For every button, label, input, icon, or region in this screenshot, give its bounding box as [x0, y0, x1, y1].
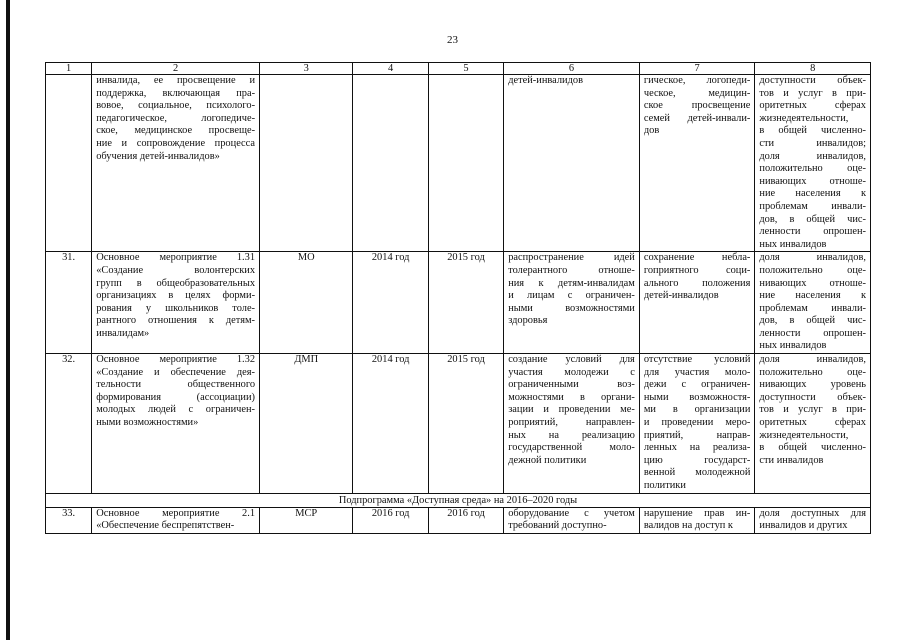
expected-result-line: участия молодежи с [508, 366, 635, 378]
column-header: 8 [755, 63, 871, 75]
indicator-link-line: дов, в общей чис- [759, 213, 866, 225]
indicator-link-line: в общей численно- [759, 442, 866, 454]
measure-name-line: инвалида, ее просвещение и [96, 75, 256, 86]
table-row [46, 354, 871, 494]
non-implementation-consequences-line: гическое, логопеди- [643, 75, 751, 86]
indicator-link [755, 252, 871, 354]
measure-name-line: «Обеспечение беспрепятствен- [96, 520, 235, 532]
indicator-link-line: нивающих отноше- [759, 175, 866, 187]
measure-name-line: инвалидам» [96, 327, 150, 339]
measure-name-line: поддержка, включающая пра- [96, 87, 256, 99]
row-number: 33. [46, 507, 92, 533]
indicator-link-line: оритетных сферах [759, 100, 866, 112]
end-year: 2015 год [428, 354, 503, 494]
non-implementation-consequences-line: детей-инвалидов [643, 290, 719, 302]
non-implementation-consequences-line: для участия моло- [643, 366, 751, 378]
indicator-link-line: дов, в общей чис- [759, 315, 866, 327]
start-year: 2014 год [353, 252, 428, 354]
expected-result [504, 252, 640, 354]
non-implementation-consequences-line: ми в организации [643, 404, 751, 416]
page-number: 23 [447, 34, 458, 46]
indicator-link-line: нивающих отноше- [759, 277, 866, 289]
indicator-link-line: в общей численно- [759, 125, 866, 137]
non-implementation-consequences-line: ческое, медицин- [643, 87, 751, 99]
column-header: 1 [46, 63, 92, 75]
indicator-link-line: доступности объек- [759, 391, 866, 403]
table-row [46, 252, 871, 354]
non-implementation-consequences-line: валидов на доступ к [643, 520, 733, 532]
indicator-link-line: положительно оце- [759, 163, 866, 175]
expected-result-line: роприятий, направлен- [508, 417, 635, 429]
non-implementation-consequences-line: и проведении меро- [643, 417, 751, 429]
column-header: 4 [353, 63, 428, 75]
expected-result-line: детей-инвалидов [508, 75, 583, 86]
indicator-link [755, 75, 871, 252]
measure-name-line: рантного отношения к детям- [96, 315, 256, 327]
executor: ДМП [260, 354, 353, 494]
indicator-link-line: проблемам инвали- [759, 200, 866, 212]
expected-result-line: ными возможностями [508, 302, 635, 314]
indicator-link-line: сти инвалидов; [759, 137, 866, 149]
indicator-link-line: нивающих уровень [759, 379, 866, 391]
table-row [46, 507, 871, 533]
measure-name-line: вовое, социальное, психолого- [96, 100, 256, 112]
end-year: 2015 год [428, 252, 503, 354]
non-implementation-consequences-line: нарушение прав ин- [643, 507, 751, 519]
indicator-link-line: тов и услуг в при- [759, 87, 866, 99]
non-implementation-consequences-line: политики [643, 480, 686, 491]
scan-edge [6, 0, 10, 640]
measure-name-line: ние и сопровождение процесса [96, 137, 256, 149]
row-number: 31. [46, 252, 92, 354]
end-year: 2016 год [428, 507, 503, 533]
end-year [428, 75, 503, 252]
expected-result [504, 75, 640, 252]
indicator-link-line: ние населения к [759, 290, 866, 302]
subprogram-title: Подпрограмма «Доступная среда» на 2016–2020 годы [46, 493, 871, 507]
start-year: 2014 год [353, 354, 428, 494]
measure-name-line: Основное мероприятие 1.32 [96, 354, 256, 366]
expected-result-line: требований доступно- [508, 520, 607, 532]
column-header: 3 [260, 63, 353, 75]
column-number-row [46, 63, 871, 75]
indicator-link-line: доступности объек- [759, 75, 866, 86]
measure-name-line: тельности общественного [96, 379, 256, 391]
measure-name-line: рования у школьников толе- [96, 302, 256, 314]
non-implementation-consequences [639, 354, 755, 494]
indicator-link-line: проблемам инвали- [759, 302, 866, 314]
expected-result-line: зации и проведении ме- [508, 404, 635, 416]
indicator-link-line: ленности опрошен- [759, 226, 866, 238]
measure-name-line: педагогическое, логопедиче- [96, 112, 256, 124]
indicator-link [755, 507, 871, 533]
expected-result [504, 354, 640, 494]
indicator-link-line: ние населения к [759, 188, 866, 200]
measure-name-line: молодых людей с ограничен- [96, 404, 256, 416]
non-implementation-consequences [639, 75, 755, 252]
non-implementation-consequences-line: венной молодежной [643, 467, 751, 479]
indicator-link-line: жизнедеятельности, [759, 112, 849, 124]
non-implementation-consequences-line: сохранение небла- [643, 252, 751, 264]
non-implementation-consequences-line: цию государст- [643, 454, 751, 466]
indicator-link-line: ных инвалидов [759, 238, 827, 250]
non-implementation-consequences-line: ленных на реализа- [643, 442, 751, 454]
measure-name [92, 252, 260, 354]
non-implementation-consequences-line: ального положения [643, 277, 751, 289]
measure-name [92, 75, 260, 252]
expected-result-line: толерантного отноше- [508, 264, 635, 276]
column-header: 2 [92, 63, 260, 75]
executor [260, 75, 353, 252]
measure-name-line: «Создание и обеспечение дея- [96, 366, 256, 378]
indicator-link-line: доля инвалидов, [759, 252, 866, 264]
expected-result-line: дежной политики [508, 454, 587, 466]
start-year: 2016 год [353, 507, 428, 533]
expected-result-line: создание условий для [508, 354, 635, 366]
column-header: 5 [428, 63, 503, 75]
non-implementation-consequences-line: гоприятного соци- [643, 264, 751, 276]
non-implementation-consequences [639, 507, 755, 533]
indicator-link-line: ных инвалидов [759, 340, 827, 352]
indicator-link-line: доля инвалидов, [759, 354, 866, 366]
column-header: 7 [639, 63, 755, 75]
measure-name [92, 507, 260, 533]
indicator-link-line: доля инвалидов, [759, 150, 866, 162]
measures-table [45, 62, 871, 534]
measure-name-line: «Создание волонтерских [96, 264, 256, 276]
indicator-link [755, 354, 871, 494]
executor: МСР [260, 507, 353, 533]
non-implementation-consequences-line: ными возможностя- [643, 391, 751, 403]
expected-result-line: распространение идей [508, 252, 635, 264]
measure-name-line: ными возможностями» [96, 417, 199, 429]
non-implementation-consequences-line: дежи с ограничен- [643, 379, 751, 391]
non-implementation-consequences-line: отсутствие условий [643, 354, 751, 366]
row-number [46, 75, 92, 252]
indicator-link-line: положительно оце- [759, 366, 866, 378]
indicator-link-line: ленности опрошен- [759, 327, 866, 339]
non-implementation-consequences-line: приятий, направ- [643, 429, 751, 441]
column-header: 6 [504, 63, 640, 75]
expected-result [504, 507, 640, 533]
executor: МО [260, 252, 353, 354]
indicator-link-line: оритетных сферах [759, 417, 866, 429]
measure-name-line: Основное мероприятие 1.31 [96, 252, 256, 264]
subprogram-row [46, 493, 871, 507]
expected-result-line: и лицам с ограничен- [508, 290, 635, 302]
non-implementation-consequences-line: ское просвещение [643, 100, 751, 112]
measure-name-line: обучения детей-инвалидов» [96, 150, 220, 162]
start-year [353, 75, 428, 252]
indicator-link-line: положительно оце- [759, 264, 866, 276]
non-implementation-consequences-line: семей детей-инвали- [643, 112, 751, 124]
table-row [46, 75, 871, 252]
measure-name-line: групп в общеобразовательных [96, 277, 256, 289]
row-number: 32. [46, 354, 92, 494]
expected-result-line: здоровья [508, 315, 548, 327]
indicator-link-line: тов и услуг в при- [759, 404, 866, 416]
indicator-link-line: инвалидов и других [759, 520, 848, 532]
measure-name-line: Основное мероприятие 2.1 [96, 507, 256, 519]
non-implementation-consequences [639, 252, 755, 354]
expected-result-line: ния к детям-инвалидам [508, 277, 635, 289]
measure-name-line: формирования (ассоциации) [96, 391, 256, 403]
non-implementation-consequences-line: дов [643, 125, 660, 137]
indicator-link-line: доля доступных для [759, 507, 866, 519]
expected-result-line: оборудование с учетом [508, 507, 635, 519]
expected-result-line: ных на реализацию [508, 429, 635, 441]
expected-result-line: ограниченными воз- [508, 379, 635, 391]
indicator-link-line: сти инвалидов [759, 454, 824, 466]
measure-name-line: ское, медицинское просвеще- [96, 125, 256, 137]
measure-name-line: организациях в целях форми- [96, 290, 256, 302]
measure-name [92, 354, 260, 494]
indicator-link-line: жизнедеятельности, [759, 429, 849, 441]
expected-result-line: государственной моло- [508, 442, 635, 454]
expected-result-line: можностями в органи- [508, 391, 635, 403]
